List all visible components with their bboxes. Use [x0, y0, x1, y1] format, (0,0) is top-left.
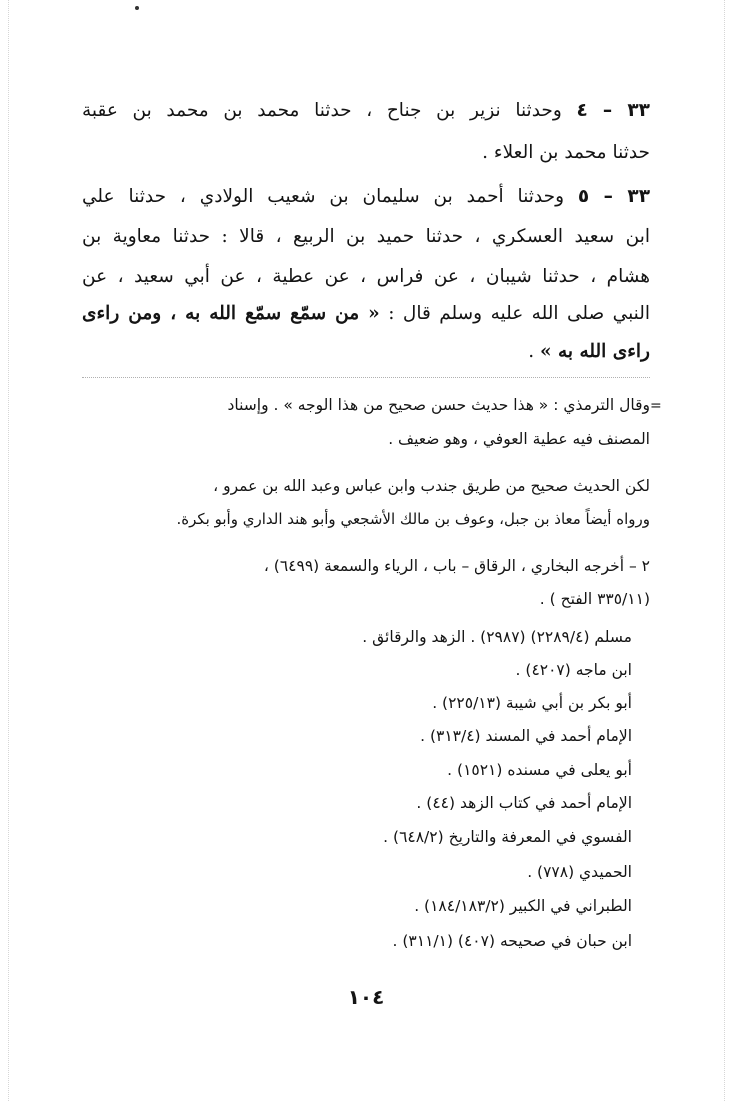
hadith-5-quote-1: « من سمّع سمّع الله به ، ومن راءى	[82, 303, 380, 324]
hadith-4-line-1	[82, 100, 650, 121]
footnote-2-line-2: ورواه أيضاً معاذ بن جبل، وعوف بن مالك الأشجعي وأبو هند الداري وأبو بكرة.	[176, 510, 650, 528]
hadith-4-number: ٣٣ – ٤	[576, 100, 650, 121]
reference-line: ابن حبان في صحيحه (٤٠٧) (٣١١/١) .	[392, 932, 632, 950]
reference-line: الحميدي (٧٧٨) .	[527, 863, 632, 881]
hadith-5-text-1: وحدثنا أحمد بن سليمان بن شعيب الولادي ، حدثنا علي	[82, 186, 565, 207]
continuation-marker: =	[650, 398, 662, 414]
hadith-5-line-5	[528, 341, 650, 362]
reference-line: الإمام أحمد في كتاب الزهد (٤٤) .	[416, 794, 632, 812]
footnote-1-line-2: المصنف فيه عطية العوفي ، وهو ضعيف .	[388, 430, 650, 448]
reference-line: مسلم (٢٢٨٩/٤) (٢٩٨٧) . الزهد والرقائق .	[362, 628, 632, 646]
reference-line: الإمام أحمد في المسند (٣١٣/٤) .	[420, 727, 632, 745]
hadith-4-text-1: وحدثنا نزير بن جناح ، حدثنا محمد بن محمد بن عقبة	[82, 100, 562, 121]
hadith-5-line-3: هشام ، حدثنا شيبان ، عن فراس ، عن عطية ، عن أبي سعيد ، عن	[82, 266, 650, 287]
reference-line: أبو بكر بن أبي شيبة (٢٢٥/١٣) .	[432, 694, 632, 712]
hadith-5-number: ٣٣ – ٥	[577, 186, 650, 207]
reference-line: الفسوي في المعرفة والتاريخ (٦٤٨/٢) .	[383, 828, 632, 846]
footnote-3-line-1: ٢ – أخرجه البخاري ، الرقاق – باب ، الرياء والسمعة (٦٤٩٩) ،	[263, 557, 650, 575]
reference-line: الطبراني في الكبير (١٨٤/١٨٣/٢) .	[414, 897, 632, 915]
hadith-5-text-4: النبي صلى الله عليه وسلم قال :	[379, 303, 651, 324]
hadith-5-line-4	[82, 303, 650, 324]
footnote-separator	[82, 377, 650, 378]
scan-edge-left	[8, 0, 10, 1101]
hadith-5-line-2: ابن سعيد العسكري ، حدثنا حميد بن الربيع ، قالا : حدثنا معاوية بن	[82, 226, 650, 247]
hadith-5-end: .	[528, 341, 540, 362]
page-number: ١٠٤	[347, 985, 385, 1009]
reference-line: أبو يعلى في مسنده (١٥٢١) .	[447, 761, 632, 779]
footnote-3-line-2: (٣٣٥/١١ الفتح ) .	[539, 590, 650, 608]
reference-line: ابن ماجه (٤٢٠٧) .	[515, 661, 632, 679]
footnote-2-line-1: لكن الحديث صحيح من طريق جندب وابن عباس وعبد الله بن عمرو ،	[213, 477, 650, 495]
hadith-4-line-2: حدثنا محمد بن العلاء .	[482, 142, 650, 163]
scan-edge-right	[724, 0, 726, 1101]
hadith-5-quote-2: راءى الله به »	[539, 341, 650, 362]
scan-speck	[135, 6, 139, 10]
footnote-1-line-1: وقال الترمذي : « هذا حديث حسن صحيح من هذا الوجه » . وإسناد	[227, 396, 650, 414]
hadith-5-line-1	[82, 186, 650, 207]
